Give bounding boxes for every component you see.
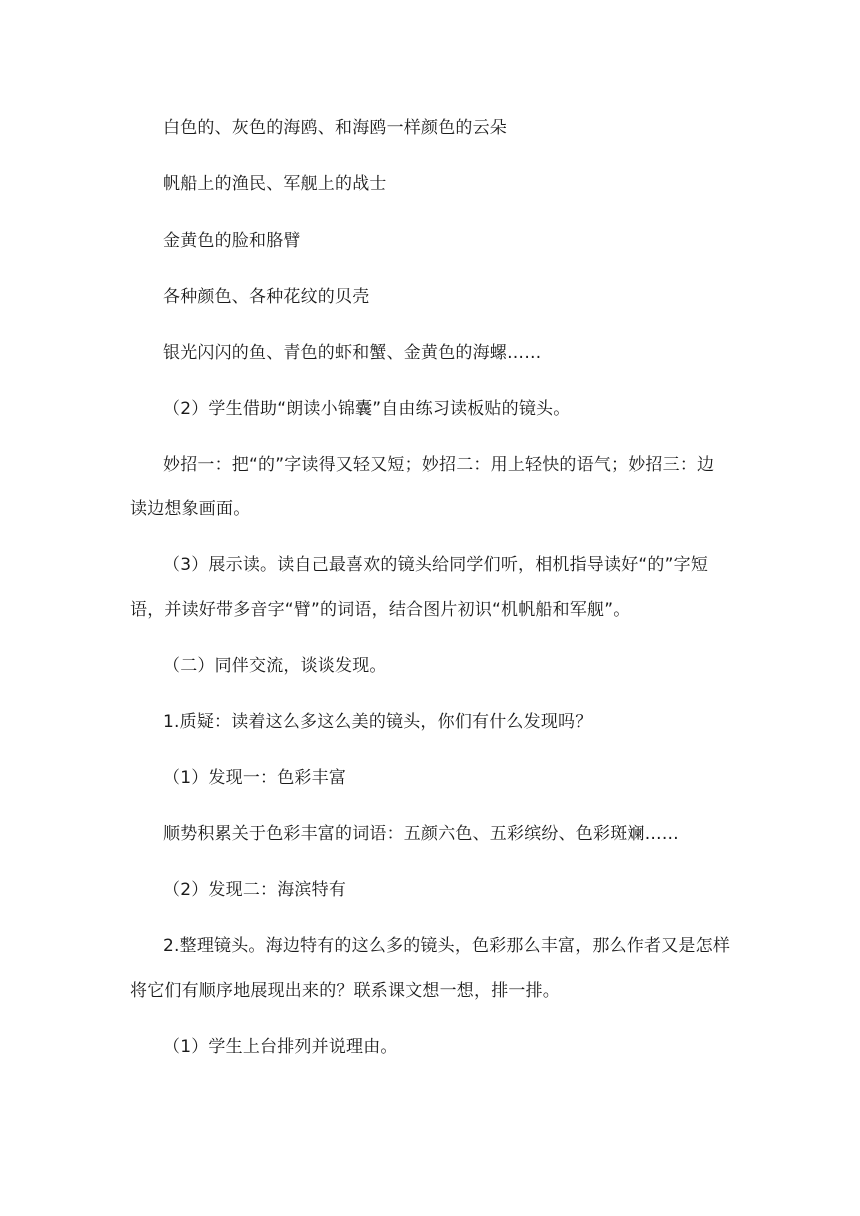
text-line: 1.质疑：读着这么多这么美的镜头，你们有什么发现吗？ [163, 712, 593, 732]
text-line: （2）学生借助“朗读小锦囊”自由练习读板贴的镜头。 [163, 399, 571, 419]
text-line: 帆船上的渔民、军舰上的战士 [163, 174, 387, 194]
text-line: 语，并读好带多音字“臂”的词语，结合图片初识“机帆船和军舰”。 [130, 600, 631, 620]
text-line: 银光闪闪的鱼、青色的虾和蟹、金黄色的海螺…… [163, 343, 542, 363]
text-line: 读边想象画面。 [130, 499, 251, 519]
text-line: 顺势积累关于色彩丰富的词语：五颜六色、五彩缤纷、色彩斑斓…… [163, 824, 679, 844]
text-line: （2）发现二：海滨特有 [163, 880, 347, 900]
text-line: 各种颜色、各种花纹的贝壳 [163, 287, 370, 307]
text-line: （1）学生上台排列并说理由。 [163, 1037, 398, 1057]
text-line: （1）发现一：色彩丰富 [163, 768, 347, 788]
text-line: 金黄色的脸和胳臂 [163, 231, 301, 251]
text-line: 2.整理镜头。海边特有的这么多的镜头，色彩那么丰富，那么作者又是怎样 [163, 936, 731, 956]
text-line: （3）展示读。读自己最喜欢的镜头给同学们听，相机指导读好“的”字短 [163, 555, 709, 575]
text-line: 妙招一：把“的”字读得又轻又短；妙招二：用上轻快的语气；妙招三：边 [163, 455, 715, 475]
text-line: 将它们有顺序地展现出来的？联系课文想一想，排一排。 [130, 981, 560, 1001]
text-line: 白色的、灰色的海鸥、和海鸥一样颜色的云朵 [163, 118, 507, 138]
text-line: （二）同伴交流，谈谈发现。 [163, 656, 387, 676]
